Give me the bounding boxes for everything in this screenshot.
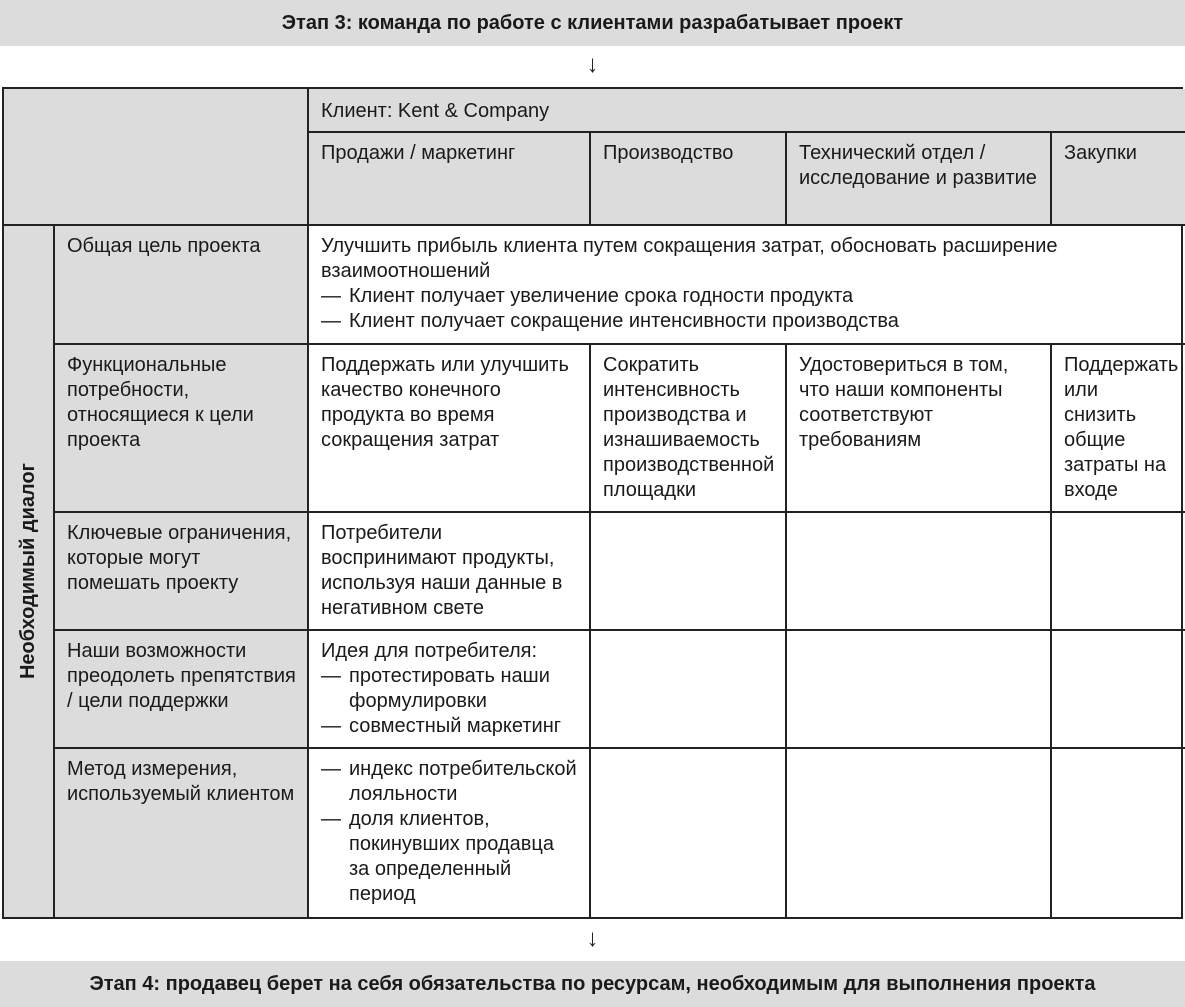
side-label-text: Необходимый диалог (17, 463, 39, 680)
measure-purchasing-cell (1052, 749, 1185, 917)
dash-marker: — (321, 285, 341, 307)
constraints-technical-cell (787, 513, 1052, 631)
stage-3-banner: Этап 3: команда по работе с клиентами разрабатывает проект (0, 0, 1185, 46)
column-header-production: Производство (591, 133, 787, 226)
list-item (321, 664, 579, 714)
measure-technical-cell (787, 749, 1052, 917)
dash-marker: — (321, 715, 341, 737)
needs-technical-cell: Удостовериться в том, что наши компоненты соответствуют требованиям (787, 345, 1052, 513)
constraints-purchasing-cell (1052, 513, 1185, 631)
measure-bullet: индекс потребительской лояльности (349, 758, 577, 805)
measure-production-cell (591, 749, 787, 917)
row-label-needs: Функциональные потребности, относящиеся к цели проекта (55, 345, 309, 513)
row-label-goal: Общая цель проекта (55, 226, 309, 345)
opportunities-purchasing-cell (1052, 631, 1185, 749)
needs-sales-cell: Поддержать или улучшить качество конечного продукта во время сокращения затрат (309, 345, 591, 513)
opportunities-intro: Идея для потребителя: (321, 640, 538, 662)
opportunities-production-cell (591, 631, 787, 749)
stage-4-banner: Этап 4: продавец берет на себя обязательства по ресурсам, необходимым для выполнения проекта (0, 961, 1185, 1007)
goal-bullet: Клиент получает увеличение срока годности продукта (349, 285, 854, 307)
column-header-sales: Продажи / маркетинг (309, 133, 591, 226)
constraints-production-cell (591, 513, 787, 631)
measure-bullet: доля клиентов, покинувших продавца за определенный период (349, 808, 554, 905)
table-corner (4, 89, 309, 226)
down-arrow-icon: ↓ (586, 51, 599, 78)
opportunities-sales-cell (309, 631, 591, 749)
dash-marker: — (321, 758, 341, 780)
opportunities-bullet: совместный маркетинг (349, 715, 562, 737)
column-header-technical: Технический отдел / исследование и развитие (787, 133, 1052, 226)
list-item (321, 714, 579, 739)
column-header-purchasing: Закупки (1052, 133, 1185, 226)
client-header: Клиент: Kent & Company (309, 89, 1185, 133)
goal-text: Улучшить прибыль клиента путем сокращения затрат, обосновать расширение взаимоотношений (321, 235, 1058, 282)
constraints-sales-cell: Потребители воспринимают продукты, используя наши данные в негативном свете (309, 513, 591, 631)
list-item (321, 807, 579, 907)
goal-bullet: Клиент получает сокращение интенсивности производства (349, 310, 899, 332)
project-table (2, 87, 1183, 919)
opportunities-technical-cell (787, 631, 1052, 749)
needs-production-cell: Сократить интенсивность производства и изнашиваемость производственной площадки (591, 345, 787, 513)
row-label-constraints: Ключевые ограничения, которые могут помешать проекту (55, 513, 309, 631)
measure-sales-cell (309, 749, 591, 917)
needs-purchasing-cell: Поддержать или снизить общие затраты на входе (1052, 345, 1185, 513)
row-label-opportunities: Наши возможности преодолеть препятствия / цели поддержки (55, 631, 309, 749)
list-item (321, 309, 1175, 334)
dash-marker: — (321, 310, 341, 332)
list-item (321, 284, 1175, 309)
dash-marker: — (321, 808, 341, 830)
side-label (4, 226, 55, 917)
goal-cell (309, 226, 1185, 345)
dash-marker: — (321, 665, 341, 687)
opportunities-bullet: протестировать наши формулировки (349, 665, 550, 712)
down-arrow-icon: ↓ (586, 925, 599, 952)
list-item (321, 757, 579, 807)
row-label-measure: Метод измерения, используемый клиентом (55, 749, 309, 917)
